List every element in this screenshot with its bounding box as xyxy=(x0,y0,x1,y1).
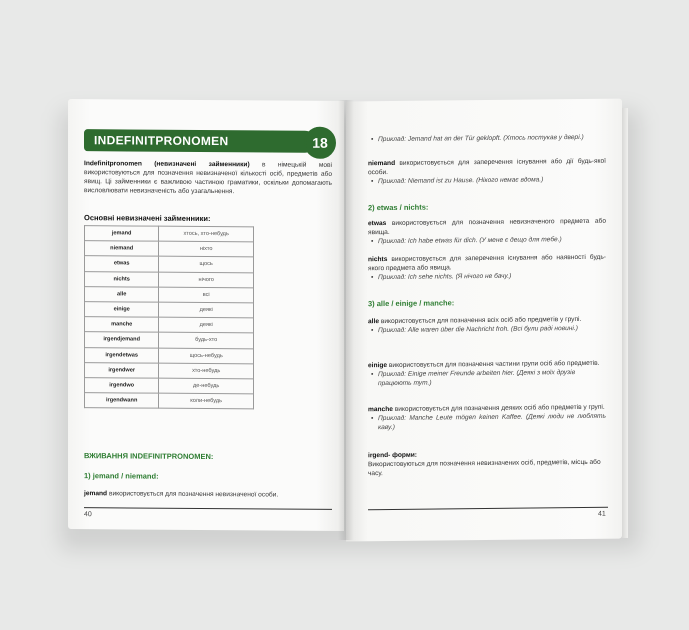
pronoun-cell: etwas xyxy=(85,256,159,272)
example-nichts: • Приклад: Ich sehe nichts. (Я нічого не бачу.) xyxy=(378,271,606,282)
alle-term: alle xyxy=(368,318,379,326)
table-row xyxy=(85,378,254,394)
table-row xyxy=(85,347,254,363)
example-einige: • Приклад: Einige meiner Freunde arbeiten hier. (Деякі з моїх друзів працюють тут.) xyxy=(378,368,606,388)
footer-rule xyxy=(84,507,332,510)
pronoun-cell: niemand xyxy=(85,241,159,257)
nichts-text: використовується для заперечення існування або наявності будь-якого предмета або явища. xyxy=(368,253,606,273)
example-jemand xyxy=(368,133,604,144)
irgend-paragraph xyxy=(368,449,606,478)
alle-paragraph xyxy=(368,315,606,335)
section-3-heading: 3) alle / einige / manche: xyxy=(368,298,455,309)
table-row xyxy=(85,271,254,287)
manche-term: manche xyxy=(368,405,393,414)
etwas-paragraph xyxy=(368,217,606,246)
pronoun-cell: manche xyxy=(85,317,159,333)
manche-text: використовується для позначення деяких осіб або предметів у групі. xyxy=(394,403,605,413)
pronoun-cell: nichts xyxy=(85,271,159,287)
pronoun-cell: irgendetwas xyxy=(85,347,159,363)
translation-cell: щось xyxy=(159,257,254,273)
nichts-term: nichts xyxy=(368,256,388,264)
niemand-text: використовується для заперечення існування або дії будь-якої особи. xyxy=(368,157,606,177)
einige-text: використовується для позначення частини групи осіб або предметів. xyxy=(388,359,600,369)
pronoun-cell: jemand xyxy=(85,226,159,242)
table-row xyxy=(85,302,254,318)
einige-paragraph xyxy=(368,359,606,388)
einige-term: einige xyxy=(368,362,388,370)
intro-term: Indefinitpronomen (невизначені займенники) xyxy=(84,160,250,169)
jemand-text: використовується для позначення невизначеної особи. xyxy=(108,490,279,499)
translation-cell: щось-небудь xyxy=(159,348,254,364)
page-number-left: 40 xyxy=(84,511,92,519)
translation-cell: хтось, хто-небудь xyxy=(159,226,254,242)
page-number-right: 41 xyxy=(598,510,606,518)
table-row xyxy=(85,393,254,409)
right-page xyxy=(346,99,622,542)
table-row xyxy=(85,256,254,272)
irgend-text: Використовуються для позначення невизначених осіб, предметів, місць або часу. xyxy=(368,458,601,478)
table-row xyxy=(85,317,254,333)
etwas-term: etwas xyxy=(368,220,387,228)
translation-cell: деякі xyxy=(159,317,254,333)
section-1-heading: 1) jemand / niemand: xyxy=(84,471,159,481)
book-gutter xyxy=(338,100,354,540)
translation-cell: нічого xyxy=(159,272,254,288)
example-niemand: • Приклад: Niemand ist zu Hause. (Нікого немає вдома.) xyxy=(378,175,606,186)
manche-paragraph xyxy=(368,403,606,432)
footer-rule-right xyxy=(368,507,608,511)
translation-cell: всі xyxy=(159,287,254,303)
pronoun-cell: irgendjemand xyxy=(85,332,159,348)
table-heading: Основні невизначені займенники: xyxy=(84,213,211,224)
table-row xyxy=(85,286,254,302)
section-2-heading: 2) etwas / nichts: xyxy=(368,202,429,213)
example-manche: • Приклад: Manche Leute mögen keinen Kaffee. (Деякі люди не люблять каву.) xyxy=(378,412,606,432)
translation-cell: ніхто xyxy=(159,241,254,257)
irgend-term: irgend- форми: xyxy=(368,451,417,460)
translation-cell: хто-небудь xyxy=(159,363,254,379)
alle-text: використовується для позначення всіх осіб або предметів у групі. xyxy=(380,315,582,326)
left-page xyxy=(68,99,344,531)
niemand-paragraph xyxy=(368,157,606,186)
etwas-text: використовується для позначення невизначеного предмета або явища. xyxy=(368,217,606,237)
page-edges xyxy=(622,108,628,538)
example-alle: • Приклад: Alle waren über die Nachricht froh. (Всі були раді новині.) xyxy=(378,324,606,335)
usage-heading: ВЖИВАННЯ INDEFINITPRONOMEN: xyxy=(84,451,214,462)
table-row xyxy=(85,362,254,378)
intro-text: в німецькій мові використовуються для позначення невизначеної кількості осіб, предметів або явищ. Ці займенники є важливою частиною граматики, оскільки допомагають висловлювати невизначеність або узагальнення. xyxy=(84,161,332,196)
pronoun-table xyxy=(84,225,254,409)
table-row xyxy=(85,226,254,242)
table-row xyxy=(85,332,254,348)
pronoun-cell: irgendwo xyxy=(85,378,159,394)
translation-cell: будь-хто xyxy=(159,332,254,348)
jemand-term: jemand xyxy=(84,490,108,498)
translation-cell: де-небудь xyxy=(159,378,254,394)
table-row xyxy=(85,241,254,257)
nichts-paragraph xyxy=(368,253,606,282)
example-etwas: • Приклад: Ich habe etwas für dich. (У мене є дещо для тебе.) xyxy=(378,235,606,246)
example-text: • Приклад: Jemand hat an der Tür geklopft. (Хтось постукав у двері.) xyxy=(378,133,604,144)
jemand-paragraph xyxy=(84,489,334,500)
pronoun-cell: irgendwer xyxy=(85,362,159,378)
intro-paragraph xyxy=(84,159,332,197)
chapter-number-badge: 18 xyxy=(304,127,336,159)
translation-cell: деякі xyxy=(159,302,254,318)
pronoun-cell: einige xyxy=(85,302,159,318)
niemand-term: niemand xyxy=(368,159,396,168)
translation-cell: коли-небудь xyxy=(159,393,254,409)
pronoun-cell: alle xyxy=(85,286,159,302)
pronoun-cell: irgendwann xyxy=(85,393,159,409)
chapter-title: INDEFINITPRONOMEN xyxy=(84,129,316,153)
